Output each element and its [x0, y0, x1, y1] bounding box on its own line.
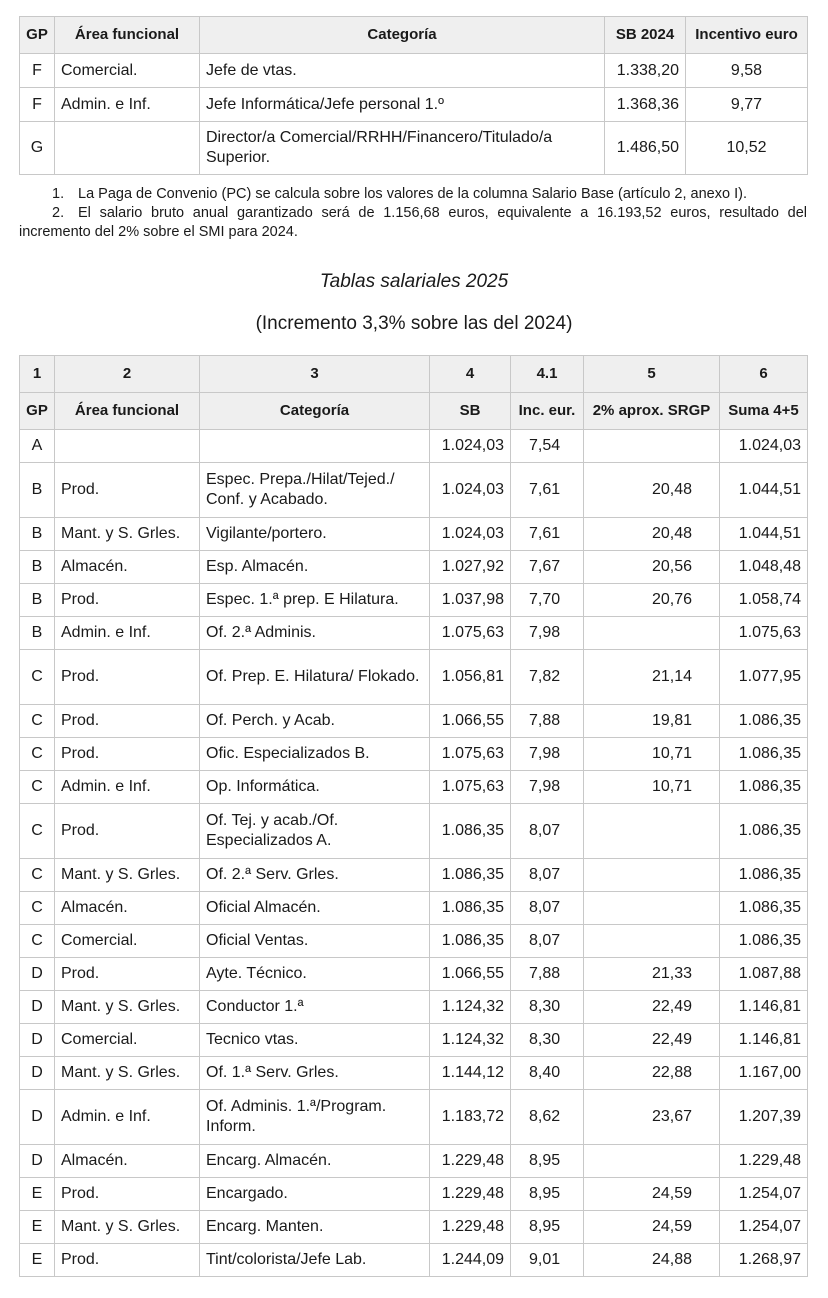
section-subtitle: (Incremento 3,3% sobre las del 2024)	[255, 313, 573, 334]
cell-srgp	[584, 859, 720, 892]
cell-categoria: Encarg. Almacén.	[200, 1145, 430, 1178]
table-row	[20, 1090, 808, 1145]
cell-sb: 1.066,55	[430, 958, 511, 991]
salary-table-2024	[19, 16, 808, 175]
cell-suma: 1.086,35	[720, 771, 808, 804]
cell-inc-eur: 8,30	[511, 1024, 584, 1057]
cell-suma: 1.146,81	[720, 991, 808, 1024]
cell-categoria: Jefe Informática/Jefe personal 1.º	[200, 88, 605, 122]
cell-categoria: Espec. 1.ª prep. E Hilatura.	[200, 584, 430, 617]
cell-categoria: Director/a Comercial/RRHH/Financero/Titulado/a Superior.	[200, 122, 605, 175]
cell-sb: 1.368,36	[605, 88, 686, 122]
cell-categoria: Of. Tej. y acab./Of. Especializados A.	[200, 804, 430, 859]
cell-gp: B	[20, 463, 55, 518]
cell-inc-eur: 7,98	[511, 617, 584, 650]
cell-srgp: 24,88	[584, 1244, 720, 1277]
cell-area: Mant. y S. Grles.	[55, 991, 200, 1024]
cell-inc-eur: 7,98	[511, 738, 584, 771]
cell-srgp: 20,76	[584, 584, 720, 617]
cell-srgp: 24,59	[584, 1178, 720, 1211]
cell-srgp: 21,33	[584, 958, 720, 991]
cell-suma: 1.229,48	[720, 1145, 808, 1178]
cell-area: Prod.	[55, 1178, 200, 1211]
cell-area: Comercial.	[55, 1024, 200, 1057]
cell-suma: 1.086,35	[720, 705, 808, 738]
cell-sb: 1.086,35	[430, 859, 511, 892]
cell-inc-eur: 7,54	[511, 430, 584, 463]
cell-sb: 1.075,63	[430, 738, 511, 771]
cell-suma: 1.086,35	[720, 925, 808, 958]
cell-area: Mant. y S. Grles.	[55, 859, 200, 892]
cell-inc-eur: 8,40	[511, 1057, 584, 1090]
table-row	[20, 958, 808, 991]
footnote-text: La Paga de Convenio (PC) se calcula sobre los valores de la columna Salario Base (artículo 2, anexo I).	[78, 186, 747, 202]
cell-sb: 1.037,98	[430, 584, 511, 617]
colnum-3: 3	[200, 356, 430, 393]
cell-sb: 1.066,55	[430, 705, 511, 738]
cell-gp: C	[20, 650, 55, 705]
column-number-row	[20, 356, 808, 393]
table-row	[20, 551, 808, 584]
cell-sb: 1.075,63	[430, 617, 511, 650]
cell-inc-eur: 7,82	[511, 650, 584, 705]
colnum-5: 5	[584, 356, 720, 393]
table-row	[20, 1178, 808, 1211]
cell-categoria	[200, 430, 430, 463]
table-row	[20, 122, 808, 175]
cell-area: Mant. y S. Grles.	[55, 1057, 200, 1090]
cell-sb: 1.024,03	[430, 463, 511, 518]
cell-area: Prod.	[55, 1244, 200, 1277]
header-gp: GP	[20, 17, 55, 54]
cell-area: Prod.	[55, 650, 200, 705]
table-row	[20, 584, 808, 617]
cell-inc-eur: 8,07	[511, 892, 584, 925]
footnote	[19, 204, 807, 242]
cell-area	[55, 122, 200, 175]
cell-srgp	[584, 804, 720, 859]
cell-inc-eur: 8,95	[511, 1145, 584, 1178]
cell-area: Comercial.	[55, 925, 200, 958]
cell-sb: 1.086,35	[430, 892, 511, 925]
cell-categoria: Ayte. Técnico.	[200, 958, 430, 991]
cell-sb: 1.229,48	[430, 1211, 511, 1244]
header-sb-2024: SB 2024	[605, 17, 686, 54]
table-row	[20, 1024, 808, 1057]
header-incentivo: Incentivo euro	[686, 17, 808, 54]
cell-srgp	[584, 925, 720, 958]
cell-srgp: 10,71	[584, 738, 720, 771]
cell-inc-eur: 7,88	[511, 958, 584, 991]
cell-gp: F	[20, 54, 55, 88]
cell-gp: B	[20, 617, 55, 650]
table-row	[20, 88, 808, 122]
cell-area: Prod.	[55, 463, 200, 518]
table-row	[20, 859, 808, 892]
header-sb: SB	[430, 393, 511, 430]
cell-suma: 1.268,97	[720, 1244, 808, 1277]
cell-gp: C	[20, 925, 55, 958]
cell-inc-eur: 8,07	[511, 859, 584, 892]
cell-sb: 1.124,32	[430, 991, 511, 1024]
cell-suma: 1.044,51	[720, 463, 808, 518]
cell-srgp: 20,48	[584, 518, 720, 551]
table-row	[20, 518, 808, 551]
cell-sb: 1.229,48	[430, 1145, 511, 1178]
footnotes	[19, 185, 807, 242]
cell-srgp: 19,81	[584, 705, 720, 738]
cell-inc-eur: 7,61	[511, 463, 584, 518]
cell-inc-eur: 8,95	[511, 1211, 584, 1244]
cell-inc-eur: 8,30	[511, 991, 584, 1024]
table-row	[20, 738, 808, 771]
cell-suma: 1.086,35	[720, 804, 808, 859]
cell-gp: C	[20, 738, 55, 771]
cell-area: Almacén.	[55, 551, 200, 584]
cell-categoria: Oficial Almacén.	[200, 892, 430, 925]
cell-inc-eur: 7,67	[511, 551, 584, 584]
cell-gp: C	[20, 705, 55, 738]
cell-srgp: 10,71	[584, 771, 720, 804]
cell-suma: 1.207,39	[720, 1090, 808, 1145]
cell-categoria: Of. 2.ª Adminis.	[200, 617, 430, 650]
cell-area: Prod.	[55, 804, 200, 859]
cell-categoria: Of. Adminis. 1.ª/Program. Inform.	[200, 1090, 430, 1145]
cell-area: Mant. y S. Grles.	[55, 1211, 200, 1244]
cell-area: Almacén.	[55, 892, 200, 925]
cell-area: Admin. e Inf.	[55, 617, 200, 650]
cell-sb: 1.086,35	[430, 925, 511, 958]
cell-area: Prod.	[55, 705, 200, 738]
cell-gp: D	[20, 1024, 55, 1057]
cell-gp: D	[20, 1090, 55, 1145]
cell-srgp: 22,49	[584, 991, 720, 1024]
cell-categoria: Op. Informática.	[200, 771, 430, 804]
cell-area: Mant. y S. Grles.	[55, 518, 200, 551]
cell-inc-eur: 8,95	[511, 1178, 584, 1211]
cell-categoria: Espec. Prepa./Hilat/Tejed./ Conf. y Acabado.	[200, 463, 430, 518]
header-gp: GP	[20, 393, 55, 430]
cell-srgp: 23,67	[584, 1090, 720, 1145]
cell-gp: D	[20, 1057, 55, 1090]
table-row	[20, 1211, 808, 1244]
cell-gp: D	[20, 958, 55, 991]
cell-gp: G	[20, 122, 55, 175]
header-categoria: Categoría	[200, 393, 430, 430]
cell-inc-eur: 8,62	[511, 1090, 584, 1145]
cell-gp: E	[20, 1178, 55, 1211]
cell-area: Prod.	[55, 958, 200, 991]
cell-suma: 1.075,63	[720, 617, 808, 650]
cell-gp: D	[20, 991, 55, 1024]
cell-categoria: Encarg. Manten.	[200, 1211, 430, 1244]
cell-inc-eur: 8,07	[511, 804, 584, 859]
cell-categoria: Conductor 1.ª	[200, 991, 430, 1024]
cell-gp: A	[20, 430, 55, 463]
cell-suma: 1.254,07	[720, 1178, 808, 1211]
cell-srgp	[584, 1145, 720, 1178]
cell-srgp: 22,88	[584, 1057, 720, 1090]
cell-sb: 1.229,48	[430, 1178, 511, 1211]
cell-gp: F	[20, 88, 55, 122]
cell-gp: E	[20, 1211, 55, 1244]
table-row	[20, 430, 808, 463]
header-categoria: Categoría	[200, 17, 605, 54]
cell-categoria: Vigilante/portero.	[200, 518, 430, 551]
cell-gp: B	[20, 518, 55, 551]
colnum-4: 4	[430, 356, 511, 393]
cell-sb: 1.486,50	[605, 122, 686, 175]
header-area: Área funcional	[55, 393, 200, 430]
footnote-number: 1.	[52, 186, 65, 202]
cell-area: Comercial.	[55, 54, 200, 88]
cell-sb: 1.144,12	[430, 1057, 511, 1090]
colnum-6: 6	[720, 356, 808, 393]
cell-sb: 1.027,92	[430, 551, 511, 584]
table-row	[20, 617, 808, 650]
cell-srgp: 20,48	[584, 463, 720, 518]
cell-gp: C	[20, 804, 55, 859]
table-row	[20, 771, 808, 804]
cell-inc-eur: 7,61	[511, 518, 584, 551]
table-header-row	[20, 393, 808, 430]
cell-categoria: Tint/colorista/Jefe Lab.	[200, 1244, 430, 1277]
cell-srgp: 22,49	[584, 1024, 720, 1057]
cell-inc-eur: 7,88	[511, 705, 584, 738]
cell-srgp: 20,56	[584, 551, 720, 584]
cell-suma: 1.146,81	[720, 1024, 808, 1057]
cell-suma: 1.167,00	[720, 1057, 808, 1090]
cell-suma: 1.087,88	[720, 958, 808, 991]
header-suma: Suma 4+5	[720, 393, 808, 430]
table-row	[20, 892, 808, 925]
footnote-text: El salario bruto anual garantizado será de 1.156,68 euros, equivalente a 16.193,52 euros, resultado del incremento del 2% sobre el SMI para 2024.	[19, 205, 807, 240]
cell-categoria: Tecnico vtas.	[200, 1024, 430, 1057]
cell-gp: B	[20, 584, 55, 617]
cell-suma: 1.077,95	[720, 650, 808, 705]
cell-categoria: Of. Prep. E. Hilatura/ Flokado.	[200, 650, 430, 705]
cell-sb: 1.024,03	[430, 430, 511, 463]
cell-gp: C	[20, 859, 55, 892]
cell-categoria: Esp. Almacén.	[200, 551, 430, 584]
table-row	[20, 705, 808, 738]
cell-gp: C	[20, 771, 55, 804]
cell-area: Admin. e Inf.	[55, 88, 200, 122]
cell-suma: 1.086,35	[720, 892, 808, 925]
cell-categoria: Of. Perch. y Acab.	[200, 705, 430, 738]
cell-inc-eur: 7,70	[511, 584, 584, 617]
table-row	[20, 804, 808, 859]
cell-sb: 1.338,20	[605, 54, 686, 88]
cell-sb: 1.244,09	[430, 1244, 511, 1277]
cell-srgp: 21,14	[584, 650, 720, 705]
colnum-4-1: 4.1	[511, 356, 584, 393]
table-row	[20, 650, 808, 705]
cell-gp: E	[20, 1244, 55, 1277]
table-row	[20, 54, 808, 88]
cell-sb: 1.024,03	[430, 518, 511, 551]
cell-sb: 1.183,72	[430, 1090, 511, 1145]
cell-incentivo: 10,52	[686, 122, 808, 175]
cell-gp: B	[20, 551, 55, 584]
cell-categoria: Ofic. Especializados B.	[200, 738, 430, 771]
header-inc-eur: Inc. eur.	[511, 393, 584, 430]
cell-categoria: Of. 2.ª Serv. Grles.	[200, 859, 430, 892]
cell-suma: 1.048,48	[720, 551, 808, 584]
cell-sb: 1.075,63	[430, 771, 511, 804]
cell-suma: 1.044,51	[720, 518, 808, 551]
header-area: Área funcional	[55, 17, 200, 54]
table-row	[20, 1057, 808, 1090]
cell-sb: 1.124,32	[430, 1024, 511, 1057]
cell-srgp: 24,59	[584, 1211, 720, 1244]
cell-srgp	[584, 430, 720, 463]
cell-srgp	[584, 617, 720, 650]
footnote-number: 2.	[52, 205, 65, 221]
table-row	[20, 1244, 808, 1277]
cell-categoria: Encargado.	[200, 1178, 430, 1211]
cell-area: Prod.	[55, 584, 200, 617]
colnum-1: 1	[20, 356, 55, 393]
cell-sb: 1.056,81	[430, 650, 511, 705]
cell-area	[55, 430, 200, 463]
cell-suma: 1.058,74	[720, 584, 808, 617]
cell-suma: 1.086,35	[720, 859, 808, 892]
cell-srgp	[584, 892, 720, 925]
table-header-row	[20, 17, 808, 54]
cell-area: Almacén.	[55, 1145, 200, 1178]
salary-table-2025	[19, 355, 808, 1277]
cell-suma: 1.254,07	[720, 1211, 808, 1244]
cell-incentivo: 9,58	[686, 54, 808, 88]
table-row	[20, 463, 808, 518]
table-row	[20, 991, 808, 1024]
cell-categoria: Oficial Ventas.	[200, 925, 430, 958]
cell-sb: 1.086,35	[430, 804, 511, 859]
cell-area: Prod.	[55, 738, 200, 771]
colnum-2: 2	[55, 356, 200, 393]
cell-area: Admin. e Inf.	[55, 771, 200, 804]
cell-inc-eur: 9,01	[511, 1244, 584, 1277]
header-srgp: 2% aprox. SRGP	[584, 393, 720, 430]
cell-inc-eur: 7,98	[511, 771, 584, 804]
section-title: Tablas salariales 2025	[319, 271, 509, 292]
cell-suma: 1.086,35	[720, 738, 808, 771]
cell-gp: D	[20, 1145, 55, 1178]
cell-incentivo: 9,77	[686, 88, 808, 122]
cell-gp: C	[20, 892, 55, 925]
table-row	[20, 1145, 808, 1178]
cell-categoria: Of. 1.ª Serv. Grles.	[200, 1057, 430, 1090]
cell-categoria: Jefe de vtas.	[200, 54, 605, 88]
table-row	[20, 925, 808, 958]
cell-inc-eur: 8,07	[511, 925, 584, 958]
cell-suma: 1.024,03	[720, 430, 808, 463]
footnote	[19, 185, 807, 204]
cell-area: Admin. e Inf.	[55, 1090, 200, 1145]
